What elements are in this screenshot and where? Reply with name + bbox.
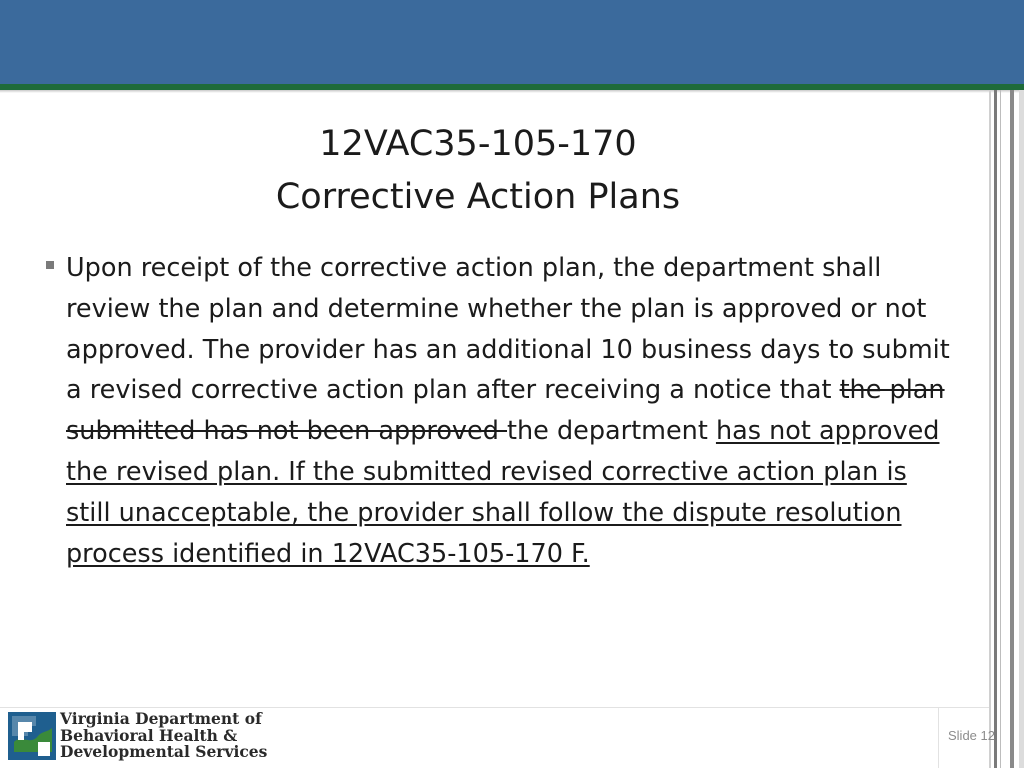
right-edge-line xyxy=(994,90,997,768)
header-shadow xyxy=(0,90,1024,93)
body-text-inserted: has not approved the revised plan. If the submitted revised corrective action plan is still unacceptable, the provider shall follow the dispute resolution process identified in 12VAC35-105-170 F. xyxy=(66,416,940,569)
right-edge-line xyxy=(1010,90,1014,768)
dbhds-logo-icon xyxy=(8,712,56,760)
footer-rule xyxy=(0,707,989,708)
header-band xyxy=(0,0,1024,84)
title-line-topic: Corrective Action Plans xyxy=(275,177,681,217)
square-bullet-icon xyxy=(46,261,54,269)
right-edge-line xyxy=(1000,90,1001,768)
body-text-plain: Upon receipt of the corrective action plan, the department shall review the plan and determine whether the plan is approved or not approved. The provider has an additional 10 business days to submit a revised corrective action plan after receiving a notice that xyxy=(66,253,950,406)
org-name-line: Behavioral Health & xyxy=(60,725,238,745)
right-edge-line xyxy=(989,90,991,768)
organization-name xyxy=(60,711,267,761)
bullet-item xyxy=(44,248,956,574)
slide-title xyxy=(180,118,776,224)
body-text-plain-continued: the department xyxy=(507,416,716,447)
footer-divider xyxy=(938,708,939,768)
slide-number: Slide 12 xyxy=(948,728,995,743)
body-bullet-list xyxy=(44,248,956,574)
body-text-deleted: the plan submitted has not been approved xyxy=(66,375,945,447)
org-name-line: Developmental Services xyxy=(60,742,268,761)
right-edge-line xyxy=(1019,90,1024,768)
org-name-line: Virginia Department of xyxy=(60,709,262,728)
title-line-regulation: 12VAC35-105-170 xyxy=(319,124,637,164)
